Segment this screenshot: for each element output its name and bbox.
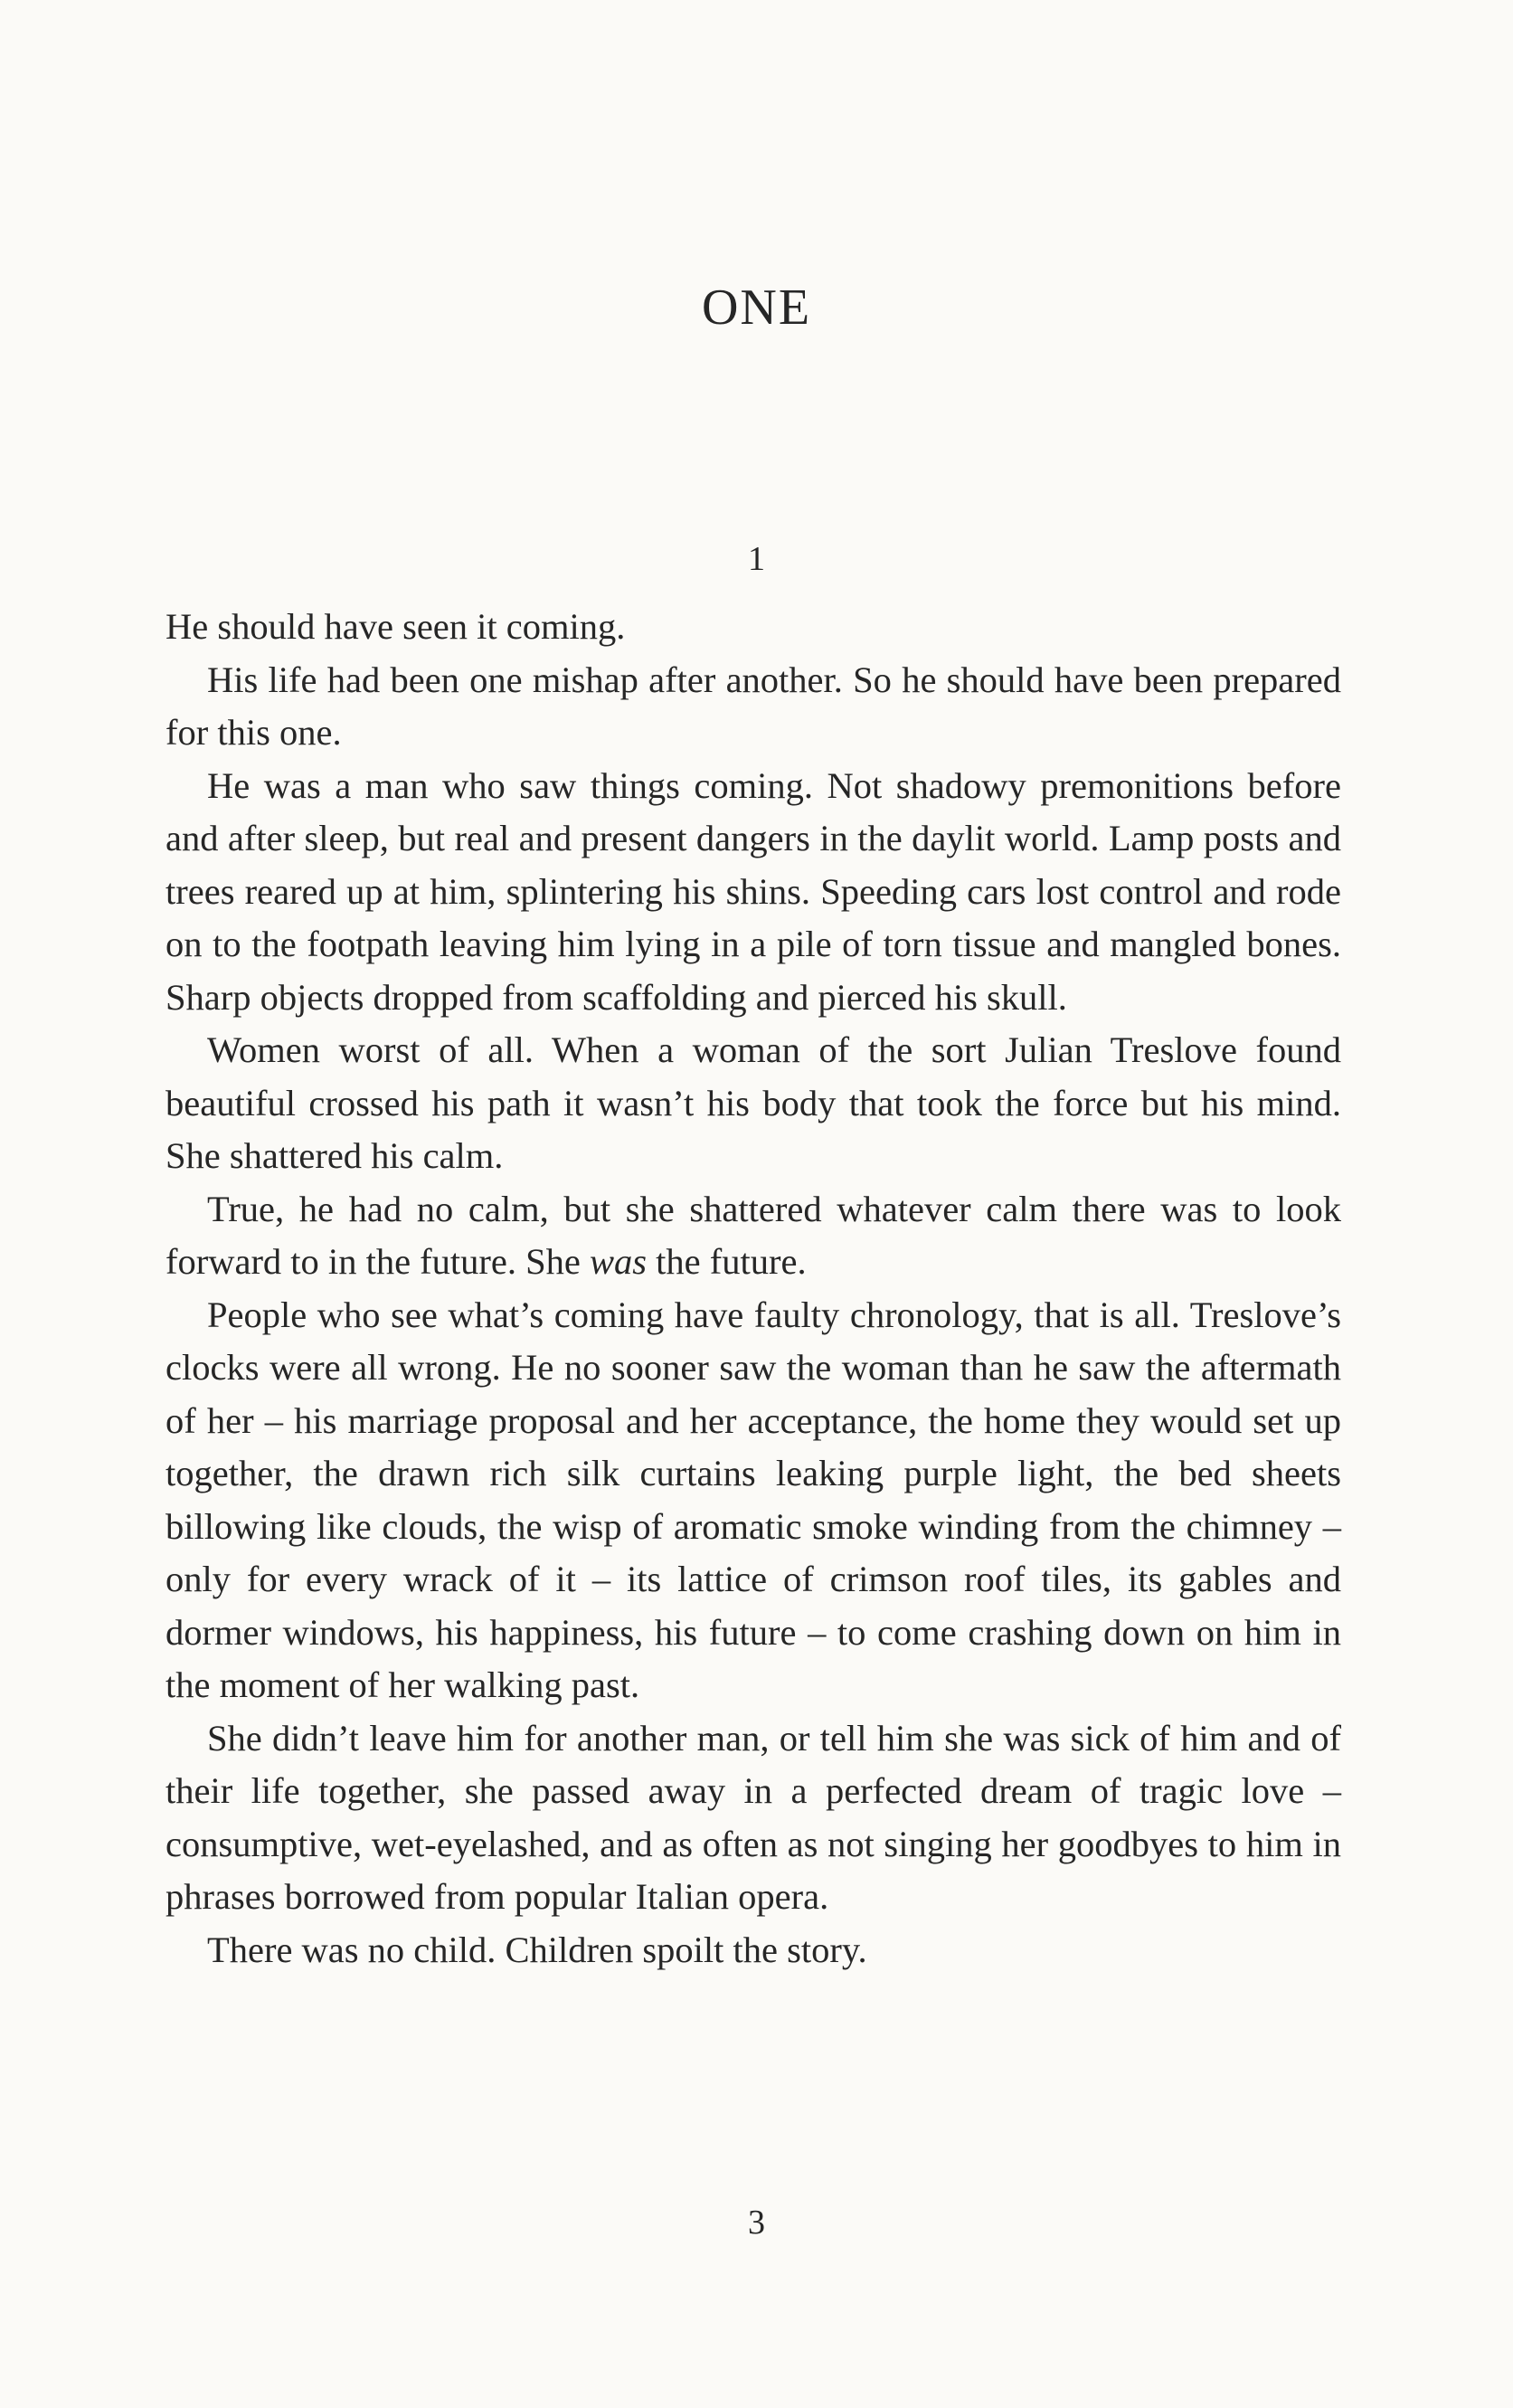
paragraph-4: Women worst of all. When a woman of the sort Julian Treslove found beautiful crossed his path it wasn’t his body that took the force but his mind. She shattered his calm.: [165, 1029, 1341, 1176]
paragraph-5-text-start: True, he had no calm, but she shattered whatever calm there was to look forward to in the future. She: [165, 1188, 1341, 1282]
paragraph-5-text-end: the future.: [647, 1241, 807, 1282]
paragraph-1: He should have seen it coming.: [165, 606, 626, 647]
chapter-title: ONE: [701, 280, 812, 336]
section-number: 1: [748, 540, 765, 578]
paragraph-3: He was a man who saw things coming. Not shadowy premonitions before and after sleep, but real and present dangers in the daylit world. Lamp posts and trees reared up at him, splintering his shins. Speeding cars lost control and rode on to the footpath leaving him lying in a pile of torn tissue and mangled bones. Sharp objects dropped from scaffolding and pierced his skull.: [165, 764, 1341, 1018]
paragraph-5: [165, 1183, 1341, 1289]
paragraph-6: People who see what’s coming have faulty chronology, that is all. Treslove’s clocks were all wrong. He no sooner saw the woman than he saw the aftermath of her – his marriage proposal and her acceptance, the home they would set up together, the drawn rich silk curtains leaking purple light, the bed sheets billowing like clouds, the wisp of aromatic smoke winding from the chimney – only for every wrack of it – its lattice of crimson roof tiles, its gables and dormer windows, his happiness, his future – to come crashing down on him in the moment of her walking past.: [165, 1294, 1341, 1705]
paragraph-5-italic-word: was: [590, 1241, 648, 1282]
page-number: 3: [748, 2204, 765, 2242]
paragraph-7: She didn’t leave him for another man, or tell him she was sick of him and of their life together, she passed away in a perfected dream of tragic love – consumptive, wet-eyelashed, and as often as not singing her goodbyes to him in phrases borrowed from popular Italian opera.: [165, 1717, 1341, 1917]
paragraph-2: His life had been one mishap after another. So he should have been prepared for this one.: [165, 659, 1341, 753]
body-text: [165, 601, 1341, 1977]
paragraph-8: There was no child. Children spoilt the story.: [207, 1929, 867, 1970]
